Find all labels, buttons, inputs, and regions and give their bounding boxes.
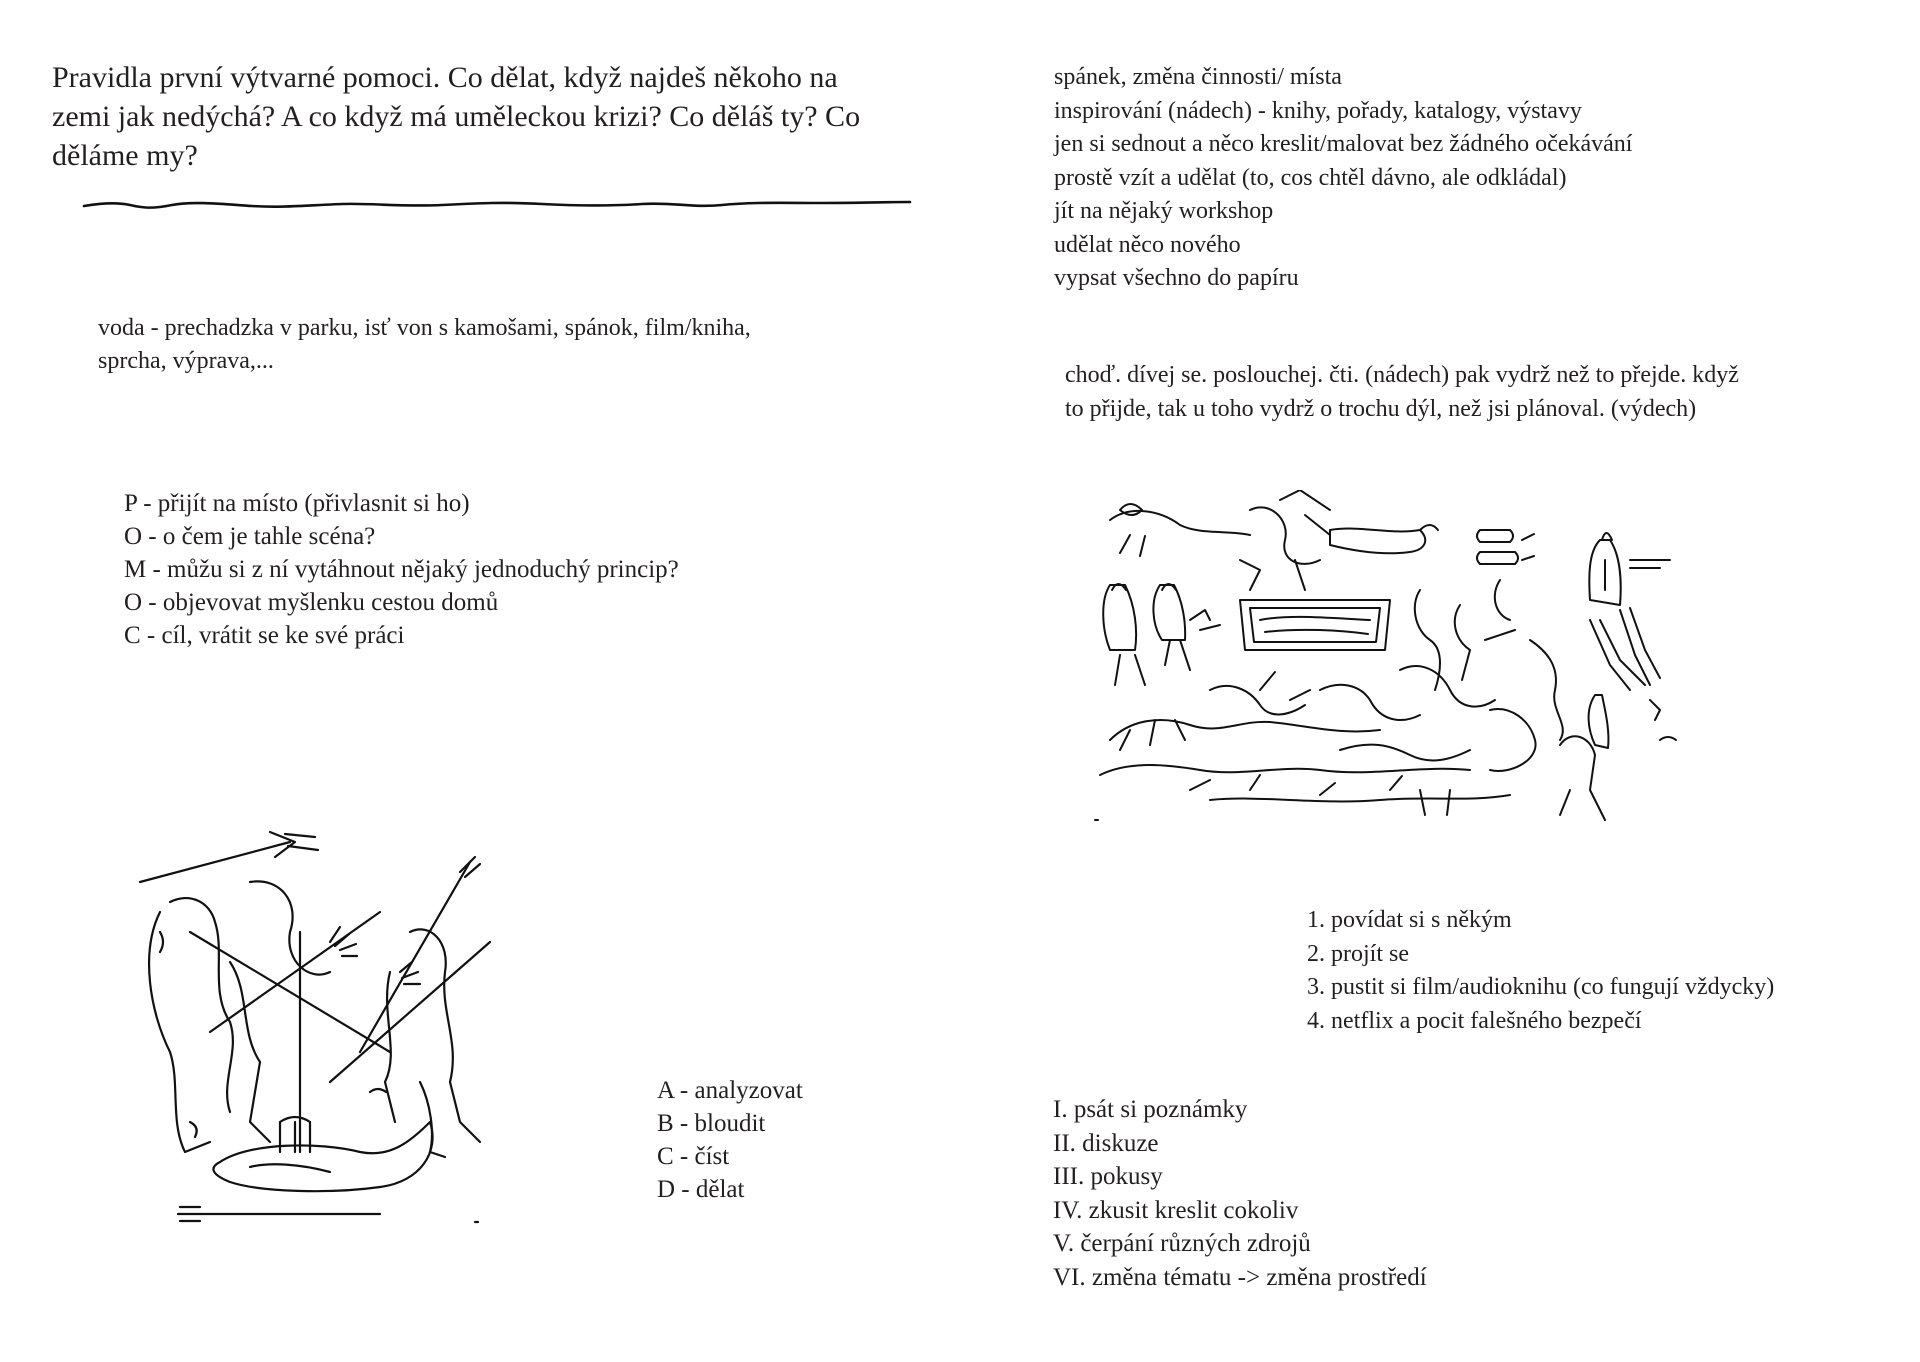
hand-drawn-divider — [82, 196, 912, 216]
idea-line: vypsat všechno do papíru — [1054, 265, 1299, 291]
idea-line: spánek, změna činnosti/ místa — [1054, 64, 1342, 90]
ideas-list — [1054, 61, 1632, 296]
idea-line: inspirování (nádech) - knihy, pořady, katalogy, výstavy — [1054, 97, 1582, 124]
intro-line: Pravidla první výtvarné pomoci. Co dělat, když najdeš někoho na — [52, 61, 838, 94]
numbered-list — [1307, 904, 1774, 1038]
roman-line: V. čerpání různých zdrojů — [1053, 1230, 1311, 1257]
roman-line: I. psát si poznámky — [1053, 1096, 1248, 1123]
numbered-line: 2. projít se — [1307, 940, 1409, 967]
breathing-quote — [1065, 359, 1739, 426]
pomoc-line-o2: O - objevovat myšlenku cestou domů — [124, 589, 499, 616]
pomoc-line-c: C - cíl, vrátit se ke své práci — [124, 622, 405, 649]
intro-line: zemi jak nedýchá? A co když má uměleckou krizi? Co děláš ty? Co — [52, 100, 861, 133]
roman-numeral-list — [1053, 1093, 1427, 1294]
abcd-line-d: D - dělat — [657, 1176, 745, 1203]
abcd-list — [657, 1074, 803, 1206]
crowd-figures-drawing — [1090, 490, 1680, 850]
idea-line: jít na nějaký workshop — [1054, 198, 1274, 224]
numbered-line: 3. pustit si film/audioknihu (co fungují vždycky) — [1307, 974, 1775, 1000]
pomoc-line-m: M - můžu si z ní vytáhnout nějaký jednoduchý princip? — [124, 556, 679, 583]
abcd-line-b: B - bloudit — [657, 1110, 766, 1137]
numbered-line: 4. netflix a pocit falešného bezpečí — [1307, 1007, 1642, 1034]
abcd-line-c: C - číst — [657, 1143, 730, 1170]
roman-line: IV. zkusit kreslit cokoliv — [1053, 1196, 1299, 1224]
numbered-line: 1. povídat si s někým — [1307, 907, 1512, 933]
abcd-line-a: A - analyzovat — [657, 1077, 803, 1104]
quote-line: choď. dívej se. poslouchej. čti. (nádech) pak vydrž než to přejde. když — [1065, 362, 1739, 388]
idea-line: jen si sednout a něco kreslit/malovat bez žádného očekávání — [1054, 131, 1633, 157]
pomoc-acronym-list — [124, 487, 679, 652]
idea-line: udělat něco nového — [1054, 231, 1241, 258]
answer-line: voda - prechadzka v parku, isť von s kamošami, spánok, film/kniha, — [98, 315, 751, 341]
roman-line: II. diskuze — [1053, 1129, 1159, 1157]
pitchfork-figures-drawing — [130, 822, 530, 1232]
pomoc-line-o: O - o čem je tahle scéna? — [124, 523, 376, 550]
right-page — [960, 0, 1920, 1362]
idea-line: prostě vzít a udělat (to, cos chtěl dávno, ale odkládal) — [1054, 164, 1567, 191]
answer-list — [98, 312, 751, 378]
answer-line: sprcha, výprava,... — [98, 348, 274, 374]
roman-line: III. pokusy — [1053, 1163, 1163, 1190]
quote-line: to přijde, tak u toho vydrž o trochu dýl, než jsi plánoval. (výdech) — [1065, 395, 1697, 422]
intro-question — [52, 58, 932, 175]
intro-line: děláme my? — [52, 139, 198, 172]
roman-line: VI. změna tématu -> změna prostředí — [1053, 1263, 1427, 1291]
pomoc-line-p: P - přijít na místo (přivlasnit si ho) — [124, 490, 470, 517]
